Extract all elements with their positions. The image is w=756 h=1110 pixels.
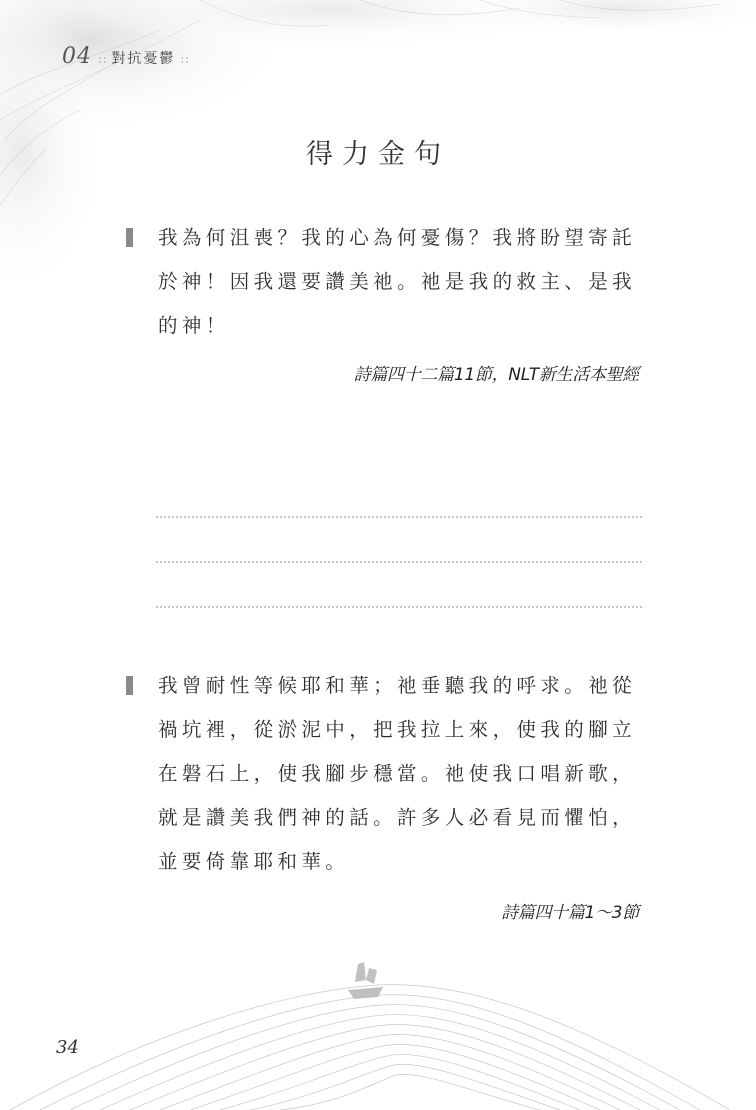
verse-marker [126,676,133,695]
note-line [156,606,642,608]
verse-line: 我曾耐性等候耶和華；祂垂聽我的呼求。祂從 [158,674,637,697]
running-header [62,44,190,69]
verse-line: 的神！ [158,314,230,337]
header-separator-right: :: [180,53,190,66]
chapter-title: 對抗憂鬱 [111,51,176,67]
page-number: 34 [56,1037,79,1058]
verse-line: 並要倚靠耶和華。 [158,850,350,873]
verse-2-text [158,664,642,884]
verse-marker [126,228,133,247]
chapter-number: 04 [62,44,92,69]
verse-line: 禍坑裡，從淤泥中，把我拉上來，使我的腳立 [158,718,637,741]
ship-icon [348,962,383,999]
verse-line: 就是讚美我們神的話。許多人必看見而懼怕， [158,806,637,829]
note-line [156,516,642,518]
note-line [156,561,642,563]
verse-line: 在磐石上，使我腳步穩當。祂使我口唱新歌， [158,762,637,785]
verse-1-reference: 詩篇四十二篇11節，NLT新生活本聖經 [353,365,639,385]
verse-1-text [158,216,642,348]
verse-line: 於神！因我還要讚美祂。祂是我的救主、是我 [158,270,637,293]
verse-line: 我為何沮喪？我的心為何憂傷？我將盼望寄託 [158,226,637,249]
verse-2-reference: 詩篇四十篇1～3節 [501,903,639,923]
wave-lines-decoration [0,960,756,1110]
header-separator-left: :: [98,53,108,66]
section-title: 得力金句 [306,139,450,170]
